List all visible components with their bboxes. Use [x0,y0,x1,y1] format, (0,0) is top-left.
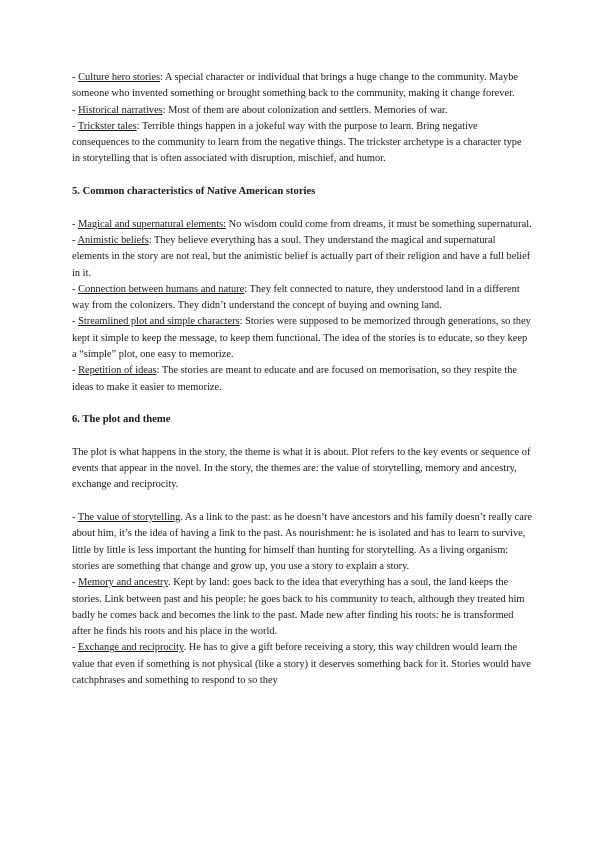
term-connection: Connection between humans and nature [78,283,245,295]
definition-magical: No wisdom could come from dreams, it must be something supernatural. [226,218,532,230]
term-memory: Memory and ancestry [78,577,168,589]
document-page [72,70,532,689]
term-repetition: Repetition of ideas [78,365,157,377]
definition-exchange: . He has to give a gift before receiving a story, this way children would learn the value that even if something is not physical (like a story) it deserves something back for it. Stories would have catchphrases and something to respond to so they [72,642,531,686]
term-streamlined: Streamlined plot and simple characters [78,316,240,328]
term-historical: Historical narratives [78,104,163,116]
definition-storytelling: . As a link to the past: as he doesn’t have ancestors and his family doesn’t really care about him, it’s the idea of having a link to the past. As nourishment: he is isolated and has to learn to survive, little by little is less important the hunting for himself than hunting for storytelling. As a living organism: stories are something that change and grow up, you use a story to explain a story. [72,512,532,572]
section-6-heading: 6. The plot and theme [72,414,171,426]
term-magical: Magical and supernatural elements: [78,218,227,230]
list-item-culture-hero: - Culture hero stories: A special character or individual that brings a huge change to the community. Maybe someone who invented something or brought something back to the community, making it change forever. [72,72,518,100]
definition-animistic: : They believe everything has a soul. They understand the magical and supernatural elements in the story are not real, but the animistic belief is actually part of their religion and have a full belief in it. [72,234,531,279]
list-item-repetition: - Repetition of ideas: The stories are meant to educate and are focused on memorisation, so they respite the ideas to make it easier to memorize. [72,365,518,393]
list-item-magical: - Magical and supernatural elements: No wisdom could come from dreams, it must be something supernatural. [72,218,532,230]
definition-streamlined: : Stories were supposed to be memorized through generations, so they kept it simple to keep the message, to keep them functional. The idea of the stories is to educate, so they keep a “simple” plot, one easy to memorize. [72,316,531,361]
term-animistic: Animistic beliefs [77,234,149,246]
definition-culture-hero: : A special character or individual that brings a huge change to the community. Maybe someone who invented something or brought something back to the community, making it change forever. [72,72,518,100]
definition-historical: : Most of them are about colonization and settlers. Memories of war. [162,104,448,116]
term-culture-hero: Culture hero stories [78,72,161,83]
definition-connection: : They felt connected to nature, they understood land in a different way from the colonizers. They didn’t understand the concept of buying and owning land. [72,283,520,312]
list-item-trickster: - Trickster tales: Terrible things happen in a jokeful way with the purpose to learn. Bring negative consequences to the community to learn from the negative things. The trickster archetype is a character type in storytelling that is often associated with disruption, mischief, and humor. [72,120,522,165]
definition-repetition: : The stories are meant to educate and are focused on memorisation, so they respite the ideas to make it easier to memorize. [72,365,518,393]
term-storytelling: The value of storytelling [77,512,181,524]
list-item-storytelling: - The value of storytelling. As a link to the past: as he doesn’t have ancestors and his family doesn’t really care about him, it’s the idea of having a link to the past. As nourishment: he is isolated and has to learn to survive, little by little is less important the hunting for himself than hunting for storytelling. As a living organism: stories are something that change and grow up, you use a story to explain a story. [72,512,532,572]
definition-memory: . Kept by land: goes back to the idea that everything has a soul, the land keeps the stories. Link between past and his people: he goes back to his community to teach, although they treated him badly he comes back and becomes the link to the past. Made new after finding his roots: he is transformed after he finds his roots and his place in the world. [72,577,525,638]
list-item-connection: - Connection between humans and nature: They felt connected to nature, they understood land in a different way from the colonizers. They didn’t understand the concept of buying and owning land. [72,283,520,312]
term-trickster: Trickster tales [77,120,137,132]
list-item-animistic: - Animistic beliefs: They believe everything has a soul. They understand the magical and supernatural elements in the story are not real, but the animistic belief is actually part of their religion and have a full belief in it. [72,234,531,279]
definition-trickster: : Terrible things happen in a jokeful way with the purpose to learn. Bring negative consequences to the community to learn from the negative things. The trickster archetype is a character type in storytelling that is often associated with disruption, mischief, and humor. [72,120,522,165]
list-item-memory: - Memory and ancestry. Kept by land: goes back to the idea that everything has a soul, the land keeps the stories. Link between past and his people: he goes back to his community to teach, although they treated him badly he comes back and becomes the link to the past. Made new after finding his roots: he is transformed after he finds his roots and his place in the world. [72,577,525,638]
section-6-intro: The plot is what happens in the story, the theme is what it is about. Plot refers to the key events or sequence of events that appear in the novel. In the story, the themes are: the value of storytelling, memory and ancestry, exchange and reciprocity. [72,446,531,491]
list-item-historical: - Historical narratives: Most of them are about colonization and settlers. Memories of war. [72,104,448,116]
term-exchange: Exchange and reciprocity [78,642,184,654]
list-item-exchange: - Exchange and reciprocity. He has to give a gift before receiving a story, this way children would learn the value that even if something is not physical (like a story) it deserves something back for it. Stories would have catchphrases and something to respond to so they [72,642,531,686]
list-item-streamlined: - Streamlined plot and simple characters: Stories were supposed to be memorized through generations, so they kept it simple to keep the message, to keep them functional. The idea of the stories is to educate, so they keep a “simple” plot, one easy to memorize. [72,316,531,361]
section-5-heading: 5. Common characteristics of Native American stories [72,186,316,198]
